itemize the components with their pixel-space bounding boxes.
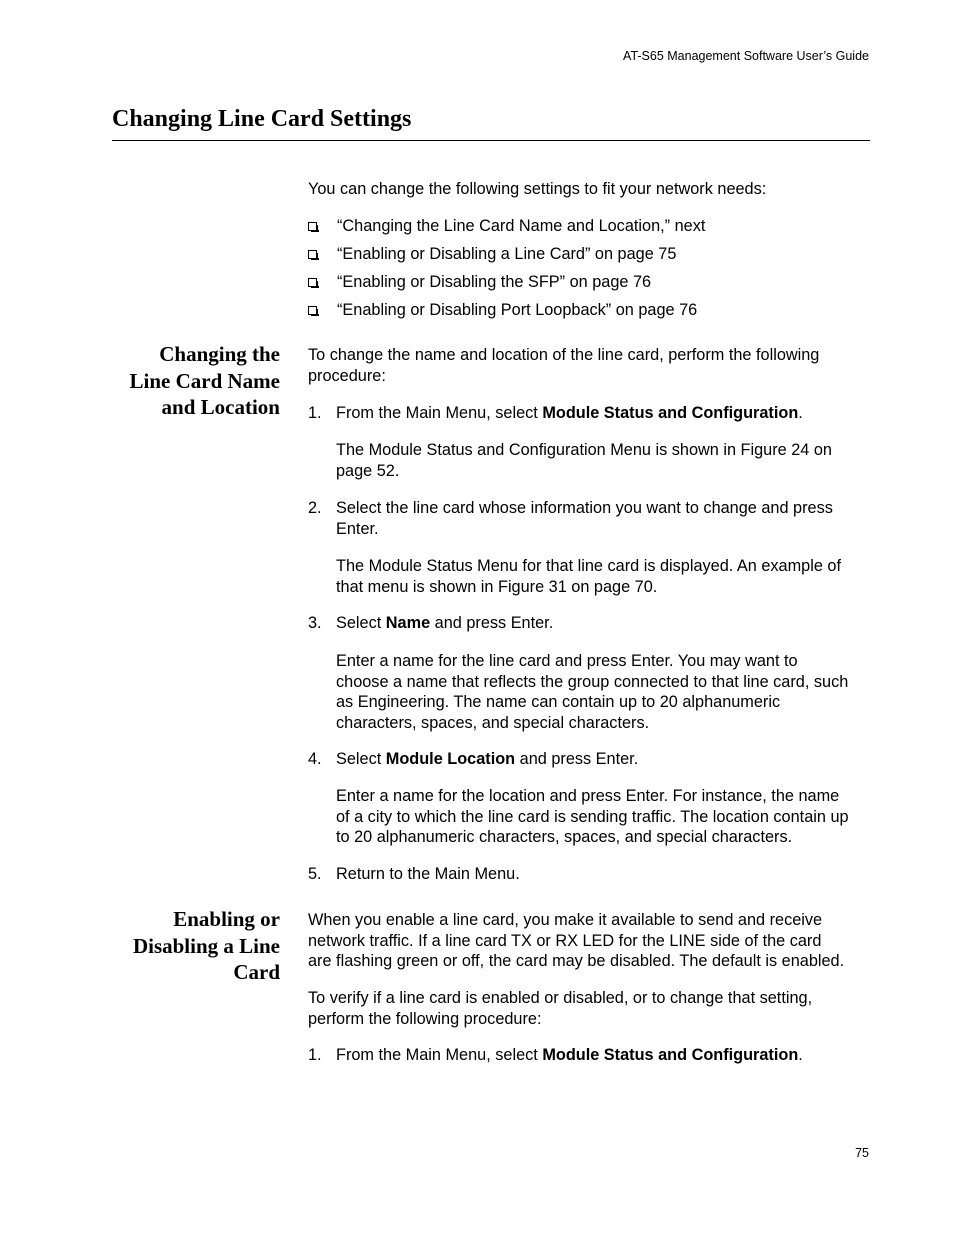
text-line: procedure: [308, 366, 386, 385]
step-note [336, 786, 872, 848]
list-item-text: “Enabling or Disabling Port Loopback” on page 76 [337, 301, 698, 319]
text-line: characters, spaces, and special characters. [336, 713, 650, 732]
title-rule [112, 140, 870, 141]
menu-option: Module Status and Configuration [542, 1046, 799, 1064]
section-heading-line: Enabling or [173, 907, 280, 931]
checkbox-bullet-icon [308, 306, 317, 315]
text-line: choose a name that reflects the group connected to that line card, such [336, 672, 849, 691]
page-title: Changing Line Card Settings [112, 106, 412, 132]
step-text: From the Main Menu, select Module Status and Configuration. [336, 1046, 803, 1064]
step-number: 2. [308, 499, 322, 517]
text-line: page 52. [336, 461, 400, 480]
step-text: Select the line card whose information you want to change and press Enter. [336, 499, 833, 538]
text-line: as Engineering. The name can contain up to 20 alphanumeric [336, 693, 781, 711]
section2-paragraph [308, 910, 873, 972]
intro-paragraph: You can change the following settings to fit your network needs: [308, 180, 767, 198]
step-number: 5. [308, 865, 322, 883]
list-item-text: “Enabling or Disabling the SFP” on page 76 [337, 273, 652, 291]
checkbox-bullet-icon [308, 250, 317, 259]
section-heading-name-location [90, 341, 280, 421]
list-item-text: “Enabling or Disabling a Line Card” on page 75 [337, 245, 677, 263]
step-number: 3. [308, 614, 322, 632]
step-text: Select Name and press Enter. [336, 614, 554, 632]
section-heading-line: Disabling a Line [132, 933, 280, 958]
checkbox-bullet-icon [308, 222, 317, 231]
list-item-text: “Changing the Line Card Name and Location,” next [337, 217, 706, 235]
page-number: 75 [855, 1146, 869, 1160]
text-line: network traffic. If a line card TX or RX LED for the LINE side of the card [308, 931, 822, 950]
section-heading-line: Line Card Name [129, 368, 280, 393]
text-line: To change the name and location of the line card, perform the following [308, 346, 820, 364]
step-note [336, 556, 872, 597]
running-header: AT-S65 Management Software User’s Guide [623, 49, 869, 63]
menu-option: Name [385, 614, 431, 632]
text-line: to 20 alphanumeric characters, spaces, and special characters. [336, 828, 793, 846]
menu-option: Module Status and Configuration [542, 404, 799, 422]
section-heading-line: Changing the [159, 342, 280, 366]
text-line: Enter a name for the line card and press Enter. You may want to [336, 652, 798, 670]
step-note [336, 440, 872, 481]
menu-option: Module Location [385, 750, 516, 768]
step-number: 1. [308, 1046, 322, 1064]
step-text: Select Module Location and press Enter. [336, 750, 639, 768]
step-note [336, 651, 872, 733]
section-heading-line: Card [233, 960, 280, 984]
text-line: When you enable a line card, you make it available to send and receive [308, 911, 823, 929]
text-line: The Module Status and Configuration Menu is shown in Figure 24 on [336, 441, 832, 459]
text-line: Enter a name for the location and press Enter. For instance, the name [336, 787, 840, 805]
text-line: perform the following procedure: [308, 1009, 542, 1028]
text-line: of a city to which the line card is sending traffic. The location contain up [336, 807, 849, 826]
section2-paragraph [308, 988, 873, 1029]
section1-intro [308, 345, 873, 386]
section-heading-line: and Location [161, 395, 280, 419]
checkbox-bullet-icon [308, 278, 317, 287]
text-line: The Module Status Menu for that line card is displayed. An example of [336, 557, 841, 575]
step-text: From the Main Menu, select Module Status and Configuration. [336, 404, 803, 422]
text-line: that menu is shown in Figure 31 on page 70. [336, 577, 658, 596]
text-line: To verify if a line card is enabled or disabled, or to change that setting, [308, 989, 813, 1007]
step-number: 4. [308, 750, 322, 768]
step-number: 1. [308, 404, 322, 422]
step-text: Return to the Main Menu. [336, 865, 520, 883]
section-heading-enable-disable [90, 906, 280, 986]
text-line: are flashing green or off, the card may be disabled. The default is enabled. [308, 952, 845, 970]
